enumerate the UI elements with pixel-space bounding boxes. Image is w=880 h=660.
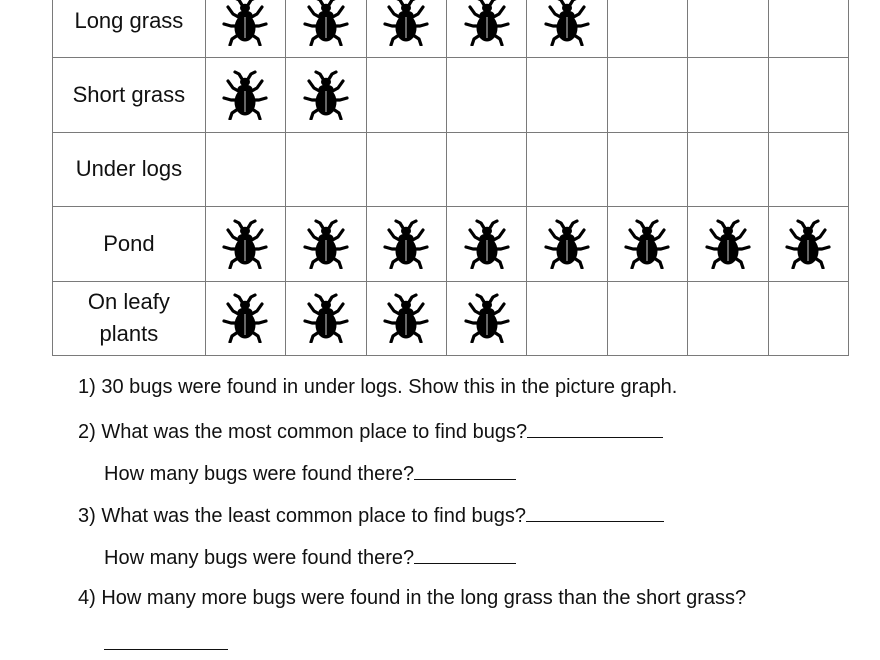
graph-cell[interactable]: [366, 132, 446, 206]
beetle-icon: [302, 70, 350, 120]
graph-cell[interactable]: [607, 0, 687, 58]
beetle-icon: [543, 0, 591, 46]
beetle-icon: [221, 293, 269, 343]
graph-cell[interactable]: [286, 207, 366, 281]
beetle-icon: [221, 70, 269, 120]
graph-cell[interactable]: [446, 132, 526, 206]
row-label: Pond: [53, 207, 206, 281]
beetle-icon: [302, 293, 350, 343]
graph-cell[interactable]: [286, 58, 366, 132]
graph-row: [53, 207, 849, 281]
beetle-icon: [784, 219, 832, 269]
graph-row: [53, 281, 849, 355]
graph-body: [53, 0, 849, 356]
row-label: Long grass: [53, 0, 206, 58]
graph-cell[interactable]: [607, 207, 687, 281]
graph-cell[interactable]: [527, 281, 607, 355]
graph-cell[interactable]: [205, 207, 285, 281]
graph-row: [53, 58, 849, 132]
beetle-icon: [221, 0, 269, 46]
graph-cell[interactable]: [768, 58, 849, 132]
graph-cell[interactable]: [527, 0, 607, 58]
graph-cell[interactable]: [607, 132, 687, 206]
question-2-answer-blank[interactable]: [527, 419, 663, 438]
question-2b-answer-blank[interactable]: [414, 461, 516, 480]
graph-cell[interactable]: [688, 0, 768, 58]
row-label: Short grass: [53, 58, 206, 132]
graph-cell[interactable]: [446, 207, 526, 281]
graph-cell[interactable]: [286, 132, 366, 206]
graph-cell[interactable]: [768, 132, 849, 206]
question-2: [78, 419, 663, 444]
graph-cell[interactable]: [446, 0, 526, 58]
beetle-icon: [302, 219, 350, 269]
question-1: 1) 30 bugs were found in under logs. Show this in the picture graph.: [78, 376, 678, 398]
graph-cell[interactable]: [286, 281, 366, 355]
graph-cell[interactable]: [366, 58, 446, 132]
question-4: 4) How many more bugs were found in the long grass than the short grass?: [78, 587, 747, 609]
graph-cell[interactable]: [205, 0, 285, 58]
question-2-text: 2) What was the most common place to find bugs?: [78, 421, 528, 443]
graph-cell[interactable]: [768, 207, 849, 281]
beetle-icon: [382, 219, 430, 269]
graph-cell[interactable]: [527, 132, 607, 206]
beetle-icon: [382, 0, 430, 46]
picture-graph: [52, 0, 849, 356]
graph-row: [53, 132, 849, 206]
beetle-icon: [463, 0, 511, 46]
graph-cell[interactable]: [366, 281, 446, 355]
graph-cell[interactable]: [688, 58, 768, 132]
graph-cell[interactable]: [205, 132, 285, 206]
beetle-icon: [463, 219, 511, 269]
question-3b-answer-blank[interactable]: [414, 545, 516, 564]
question-4-answer-blank[interactable]: [104, 649, 228, 650]
beetle-icon: [221, 219, 269, 269]
graph-cell[interactable]: [607, 281, 687, 355]
question-3-text: 3) What was the least common place to find bugs?: [78, 505, 527, 527]
question-3-answer-blank[interactable]: [526, 503, 664, 522]
graph-cell[interactable]: [205, 281, 285, 355]
graph-cell[interactable]: [688, 207, 768, 281]
graph-cell[interactable]: [286, 0, 366, 58]
graph-cell[interactable]: [688, 281, 768, 355]
graph-cell[interactable]: [607, 58, 687, 132]
question-2b-text: How many bugs were found there?: [104, 463, 415, 485]
question-3b: [104, 545, 516, 570]
graph-cell[interactable]: [205, 58, 285, 132]
graph-cell[interactable]: [446, 281, 526, 355]
graph-cell[interactable]: [446, 58, 526, 132]
beetle-icon: [623, 219, 671, 269]
graph-cell[interactable]: [768, 281, 849, 355]
graph-row: [53, 0, 849, 58]
row-label: Under logs: [53, 132, 206, 206]
beetle-icon: [463, 293, 511, 343]
graph-cell[interactable]: [366, 207, 446, 281]
beetle-icon: [704, 219, 752, 269]
graph-cell[interactable]: [527, 207, 607, 281]
graph-cell[interactable]: [527, 58, 607, 132]
row-label: On leafy plants: [53, 281, 206, 355]
graph-cell[interactable]: [768, 0, 849, 58]
beetle-icon: [302, 0, 350, 46]
beetle-icon: [382, 293, 430, 343]
graph-cell[interactable]: [688, 132, 768, 206]
question-2b: [104, 461, 516, 486]
question-3b-text: How many bugs were found there?: [104, 547, 415, 569]
question-3: [78, 503, 664, 528]
beetle-icon: [543, 219, 591, 269]
graph-cell[interactable]: [366, 0, 446, 58]
